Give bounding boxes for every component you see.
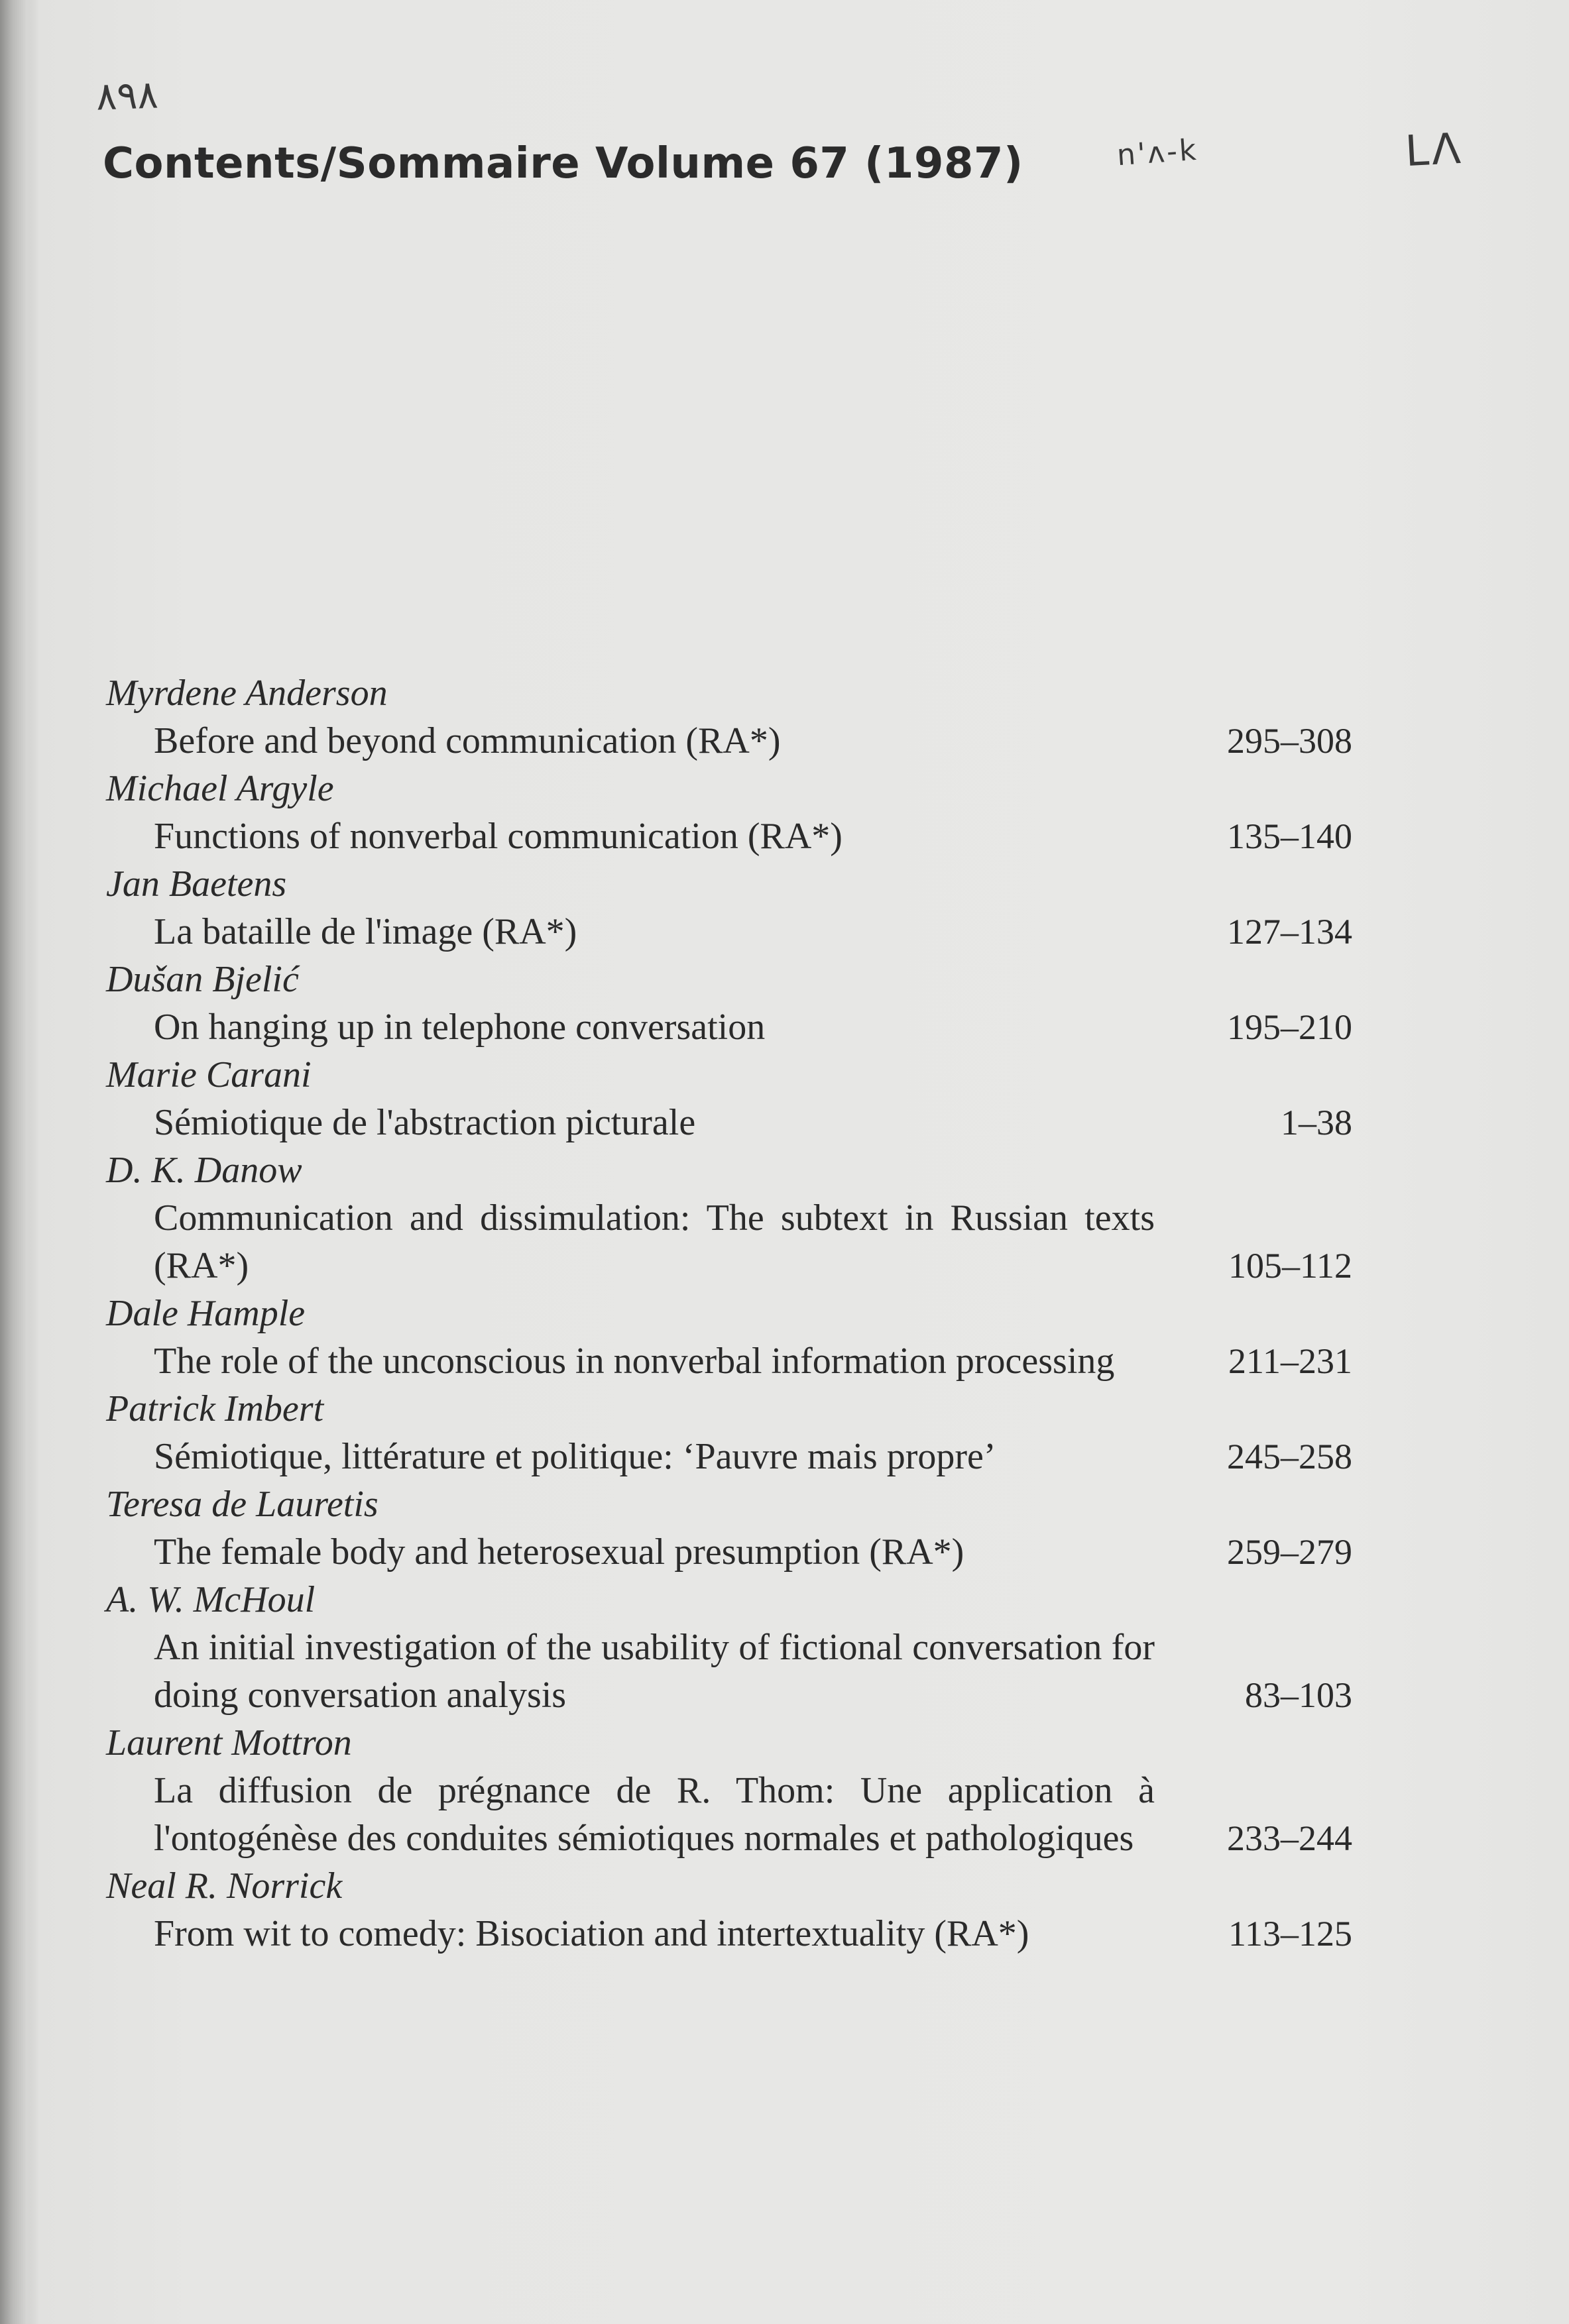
entry-author: A. W. McHoul: [106, 1579, 316, 1620]
entry-title: From wit to comedy: Bisociation and intertextuality (RA*): [154, 1913, 1029, 1954]
contents-entry: [106, 1719, 1352, 1862]
entry-work: [106, 908, 1352, 956]
entry-pages: 127–134: [1227, 912, 1352, 952]
entry-author: Michael Argyle: [106, 768, 334, 809]
entry-work: [106, 1337, 1352, 1385]
entry-work: [106, 1433, 1352, 1480]
entry-work: [106, 1910, 1352, 1958]
entry-pages: 83–103: [1245, 1675, 1352, 1715]
contents-entry: [106, 1480, 1352, 1576]
entry-work: [106, 812, 1352, 860]
contents-list: [106, 669, 1352, 1958]
entry-title: La diffusion de prégnance de R. Thom: Une application à l'ontogénèse des conduites sémiotiques normales et pathologiques: [154, 1770, 1155, 1859]
entry-title: Functions of nonverbal communication (RA*): [154, 816, 843, 857]
entry-pages: 113–125: [1228, 1914, 1352, 1954]
entry-pages: 1–38: [1281, 1103, 1352, 1142]
entry-work: [106, 1003, 1352, 1051]
entry-pages: 211–231: [1228, 1341, 1352, 1381]
entry-work: [106, 1194, 1352, 1290]
entry-work: [106, 1528, 1352, 1576]
handwritten-note-top-right: LΛ: [1404, 124, 1465, 177]
entry-title: The female body and heterosexual presumption (RA*): [154, 1531, 964, 1573]
contents-entry: [106, 1146, 1352, 1290]
entry-author: D. K. Danow: [106, 1150, 302, 1191]
contents-entry: [106, 669, 1352, 765]
entry-work: [106, 717, 1352, 765]
entry-pages: 195–210: [1227, 1007, 1352, 1047]
contents-entry: [106, 1385, 1352, 1480]
contents-entry: [106, 1862, 1352, 1958]
entry-work: [106, 1767, 1352, 1862]
entry-author: Jan Baetens: [106, 863, 287, 905]
entry-author: Dale Hample: [106, 1293, 306, 1334]
entry-title: An initial investigation of the usability of fictional conversation for doing conversation analysis: [154, 1627, 1155, 1716]
entry-title: Sémiotique de l'abstraction picturale: [154, 1102, 696, 1143]
entry-title: On hanging up in telephone conversation: [154, 1007, 766, 1048]
contents-entry: [106, 956, 1352, 1051]
entry-author: Myrdene Anderson: [106, 673, 388, 714]
entry-pages: 259–279: [1227, 1532, 1352, 1572]
handwritten-note-after-title: n'ʌ-k: [1116, 133, 1200, 173]
entry-title: The role of the unconscious in nonverbal information processing: [154, 1341, 1115, 1382]
entry-work: [106, 1624, 1352, 1719]
contents-entry: [106, 1051, 1352, 1146]
entry-title: Communication and dissimulation: The subtext in Russian texts (RA*): [154, 1197, 1155, 1286]
handwritten-note-top-left: ٨٩٨: [95, 72, 159, 119]
entry-pages: 295–308: [1227, 721, 1352, 761]
page-title: Contents/Sommaire Volume 67 (1987): [103, 139, 1023, 188]
contents-entry: [106, 765, 1352, 860]
entry-pages: 233–244: [1227, 1818, 1352, 1858]
entry-title: Before and beyond communication (RA*): [154, 720, 781, 761]
binding-edge: [0, 0, 38, 2324]
contents-entry: [106, 1576, 1352, 1719]
entry-author: Marie Carani: [106, 1054, 312, 1095]
entry-title: Sémiotique, littérature et politique: ‘Pauvre mais propre’: [154, 1436, 996, 1477]
entry-author: Neal R. Norrick: [106, 1865, 343, 1907]
entry-work: [106, 1099, 1352, 1146]
contents-entry: [106, 1290, 1352, 1385]
entry-pages: 105–112: [1228, 1246, 1352, 1286]
entry-author: Teresa de Lauretis: [106, 1484, 378, 1525]
entry-title: La bataille de l'image (RA*): [154, 911, 577, 952]
entry-author: Laurent Mottron: [106, 1722, 352, 1763]
entry-author: Patrick Imbert: [106, 1388, 324, 1429]
entry-author: Dušan Bjelić: [106, 959, 299, 1000]
contents-entry: [106, 860, 1352, 956]
entry-pages: 245–258: [1227, 1437, 1352, 1476]
entry-pages: 135–140: [1227, 816, 1352, 856]
